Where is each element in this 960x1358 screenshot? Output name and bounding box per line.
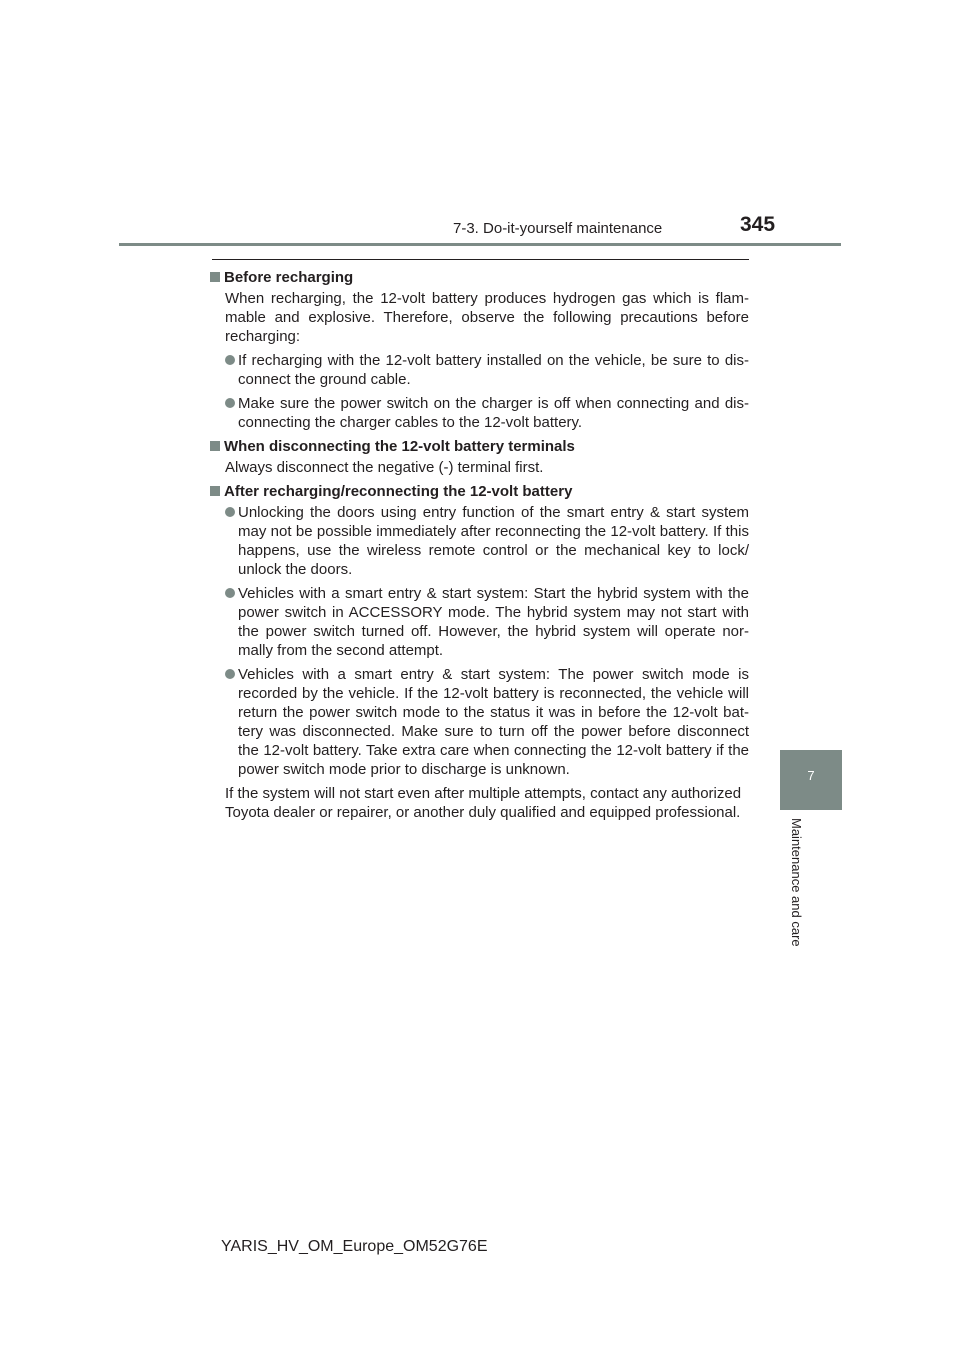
circle-bullet-icon (225, 507, 235, 517)
list-item-text: Make sure the power switch on the charger is off when connecting and dis-connecting the charger cables to the 12-volt battery. (238, 395, 749, 431)
header-rule (119, 243, 841, 246)
list-item (210, 665, 749, 779)
list-item-text: Vehicles with a smart entry & start system: Start the hybrid system with the power switch in ACCESSORY mode. The hybrid system may not start with the power switch turned off. However, the hybrid system will operate nor-mally from the second attempt. (238, 585, 749, 659)
list-item (210, 503, 749, 579)
list-item (210, 351, 749, 389)
list-item-text: Unlocking the doors using entry function of the smart entry & start system may not be possible immediately after reconnecting the 12-volt battery. If this happens, use the wireless remote control or the mechanical key to lock/ unlock the doors. (238, 504, 749, 578)
chapter-tab (780, 750, 842, 810)
heading-before-recharging (210, 268, 749, 287)
page-number: 345 (740, 213, 776, 236)
page-content (210, 266, 749, 822)
circle-bullet-icon (225, 355, 235, 365)
list-item-text: If recharging with the 12-volt battery installed on the vehicle, be sure to dis-connect the ground cable. (238, 352, 749, 388)
chapter-number: 7 (807, 768, 815, 783)
chapter-label: Maintenance and care (789, 818, 804, 947)
list-item (210, 394, 749, 432)
paragraph: Always disconnect the negative (-) terminal first. (225, 459, 544, 476)
document-id: YARIS_HV_OM_Europe_OM52G76E (221, 1238, 488, 1255)
section-title: 7-3. Do-it-yourself maintenance (453, 220, 663, 237)
closing-paragraph: If the system will not start even after multiple attempts, contact any authorized Toyota dealer or repairer, or another duly qualified and equipped professional. (225, 785, 742, 821)
content-rule (212, 259, 749, 260)
heading-text: Before recharging (224, 269, 354, 286)
paragraph: When recharging, the 12-volt battery produces hydrogen gas which is flam-mable and explosive. Therefore, observe the following precautions before recharging: (225, 290, 749, 345)
circle-bullet-icon (225, 669, 235, 679)
list-item (210, 584, 749, 660)
square-bullet-icon (210, 441, 220, 451)
square-bullet-icon (210, 272, 220, 282)
heading-text: When disconnecting the 12-volt battery terminals (224, 438, 575, 455)
circle-bullet-icon (225, 398, 235, 408)
heading-after-recharging (210, 482, 749, 501)
square-bullet-icon (210, 486, 220, 496)
list-item-text: Vehicles with a smart entry & start system: The power switch mode is recorded by the vehicle. If the 12-volt battery is reconnected, the vehicle will return the power switch mode to the status it was in before the 12-volt bat-tery was disconnected. Make sure to turn off the power before disconnect the 12-volt battery. Take extra care when connecting the 12-volt battery if the power switch mode prior to discharge is unknown. (238, 666, 749, 778)
heading-disconnecting-terminals (210, 437, 749, 456)
heading-text: After recharging/reconnecting the 12-volt battery (224, 483, 573, 500)
circle-bullet-icon (225, 588, 235, 598)
